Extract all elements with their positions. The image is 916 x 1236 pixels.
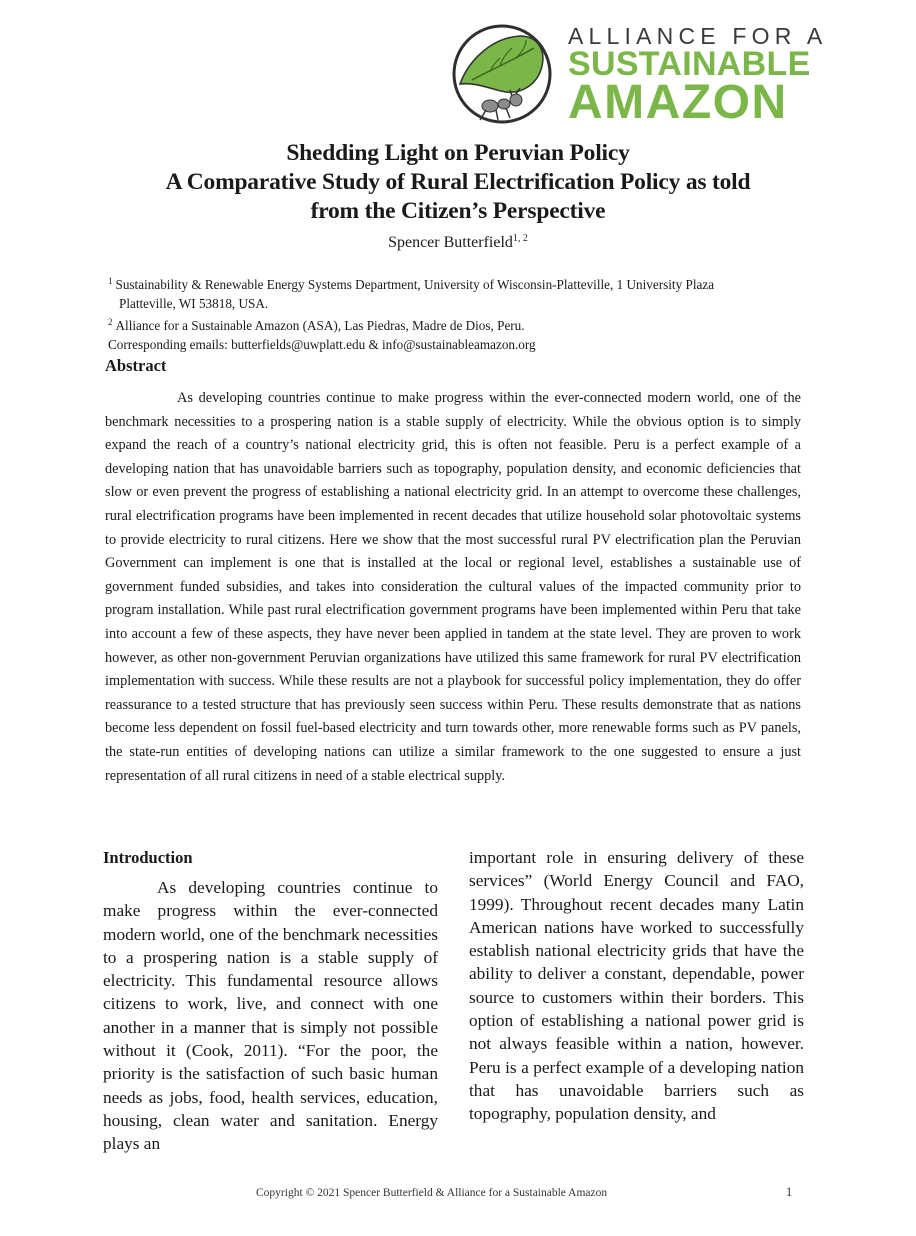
- logo-line-amazon: AMAZON: [568, 76, 788, 129]
- footer-copyright: Copyright © 2021 Spencer Butterfield & Alliance for a Sustainable Amazon: [256, 1187, 608, 1199]
- introduction-left-column: As developing countries continue to make progress within the ever-connected modern world, one of the benchmark necessities to a prospering nation is a stable supply of electricity. This fundamental resource allows citizens to work, live, and connect with one another in a manner that is simply not possible without it (Cook, 2011). “For the poor, the priority is the satisfaction of such basic human needs as jobs, food, health services, education, housing, clean water and sanitation. Energy plays an: [103, 878, 438, 1154]
- author-affiliation-marks: 1, 2: [512, 233, 528, 244]
- title-line-2: A Comparative Study of Rural Electrification Policy as told: [165, 169, 751, 195]
- affiliation-2: $^2$ Alliance for a Sustainable Amazon (ASA), Las Piedras, Madre de Dios, Peru.: [108, 317, 525, 333]
- page-number: 1: [786, 1185, 793, 1199]
- organization-logo: [450, 22, 828, 129]
- leaf-ant-icon: [450, 22, 554, 126]
- author-name: Spencer Butterfield: [388, 234, 513, 251]
- introduction-heading: Introduction: [103, 848, 193, 867]
- author-line: [0, 233, 916, 252]
- title-line-3: from the Citizen’s Perspective: [310, 198, 606, 224]
- affiliation-1: $^1$ Sustainability & Renewable Energy Systems Department, University of Wisconsin-Platteville, 1 University Plaza: [108, 276, 715, 292]
- abstract-heading: Abstract: [105, 356, 167, 375]
- logo-line-alliance: ALLIANCE FOR A: [568, 23, 828, 49]
- affiliation-1-continued: Platteville, WI 53818, USA.: [119, 296, 269, 311]
- abstract-body: As developing countries continue to make progress within the ever-connected modern world, one of the benchmark necessities to a prospering nation is a stable supply of electricity. While the obvious option is to simply expand the reach of a country’s national electricity grid, this is often not feasible. Peru is a perfect example of a developing nation that has unavoidable barriers such as topography, population density, and economic deficiencies that slow or even prevent the progress of establishing a national electricity grid. In an attempt to overcome these challenges, rural electrification programs have been implemented in recent decades that utilize household solar photovoltaic systems to provide electricity to rural citizens. Here we show that the most successful rural PV electrification plan the Peruvian Government can implement is one that is installed at the local or regional level, establishes a sustainable use of government funded subsidies, and takes into consideration the cultural values of the impacted community prior to program installation. While past rural electrification government programs have been implemented within Peru that take into account a few of these aspects, they have never been applied in tandem at the state level. They are proven to work however, as other non-government Peruvian organizations have utilized this same framework for rural PV electrification implementation with success. While these results are not a playbook for successful policy implementation, they do offer reassurance to a tested structure that has previously seen success within Peru. These results demonstrate that as nations become less dependent on fossil fuel-based electricity and turn towards other, more renewable forms such as PV panels, the state-run entities of developing nations can utilize a similar framework to the one suggested to ensure a just representation of all rural citizens in need of a stable electrical supply.: [105, 390, 801, 784]
- introduction-right-column: important role in ensuring delivery of these services” (World Energy Council and FAO, 1999). Throughout recent decades many Latin American nations have worked to successfully establish national electricity grids that have the ability to deliver a constant, dependable, power source to customers within their borders. This option of establishing a national power grid is not always feasible within a nation, however. Peru is a perfect example of a developing nation that has unavoidable barriers such as topography, population density, and: [469, 848, 804, 1124]
- title-line-1: Shedding Light on Peruvian Policy: [286, 140, 630, 166]
- affiliations: [108, 272, 808, 354]
- logo-line-sustainable: SUSTAINABLE: [568, 45, 811, 83]
- corresponding-emails: Corresponding emails: butterfields@uwplatt.edu & info@sustainableamazon.org: [108, 337, 536, 352]
- logo-wordmark: [568, 23, 828, 129]
- paper-title: [0, 139, 916, 226]
